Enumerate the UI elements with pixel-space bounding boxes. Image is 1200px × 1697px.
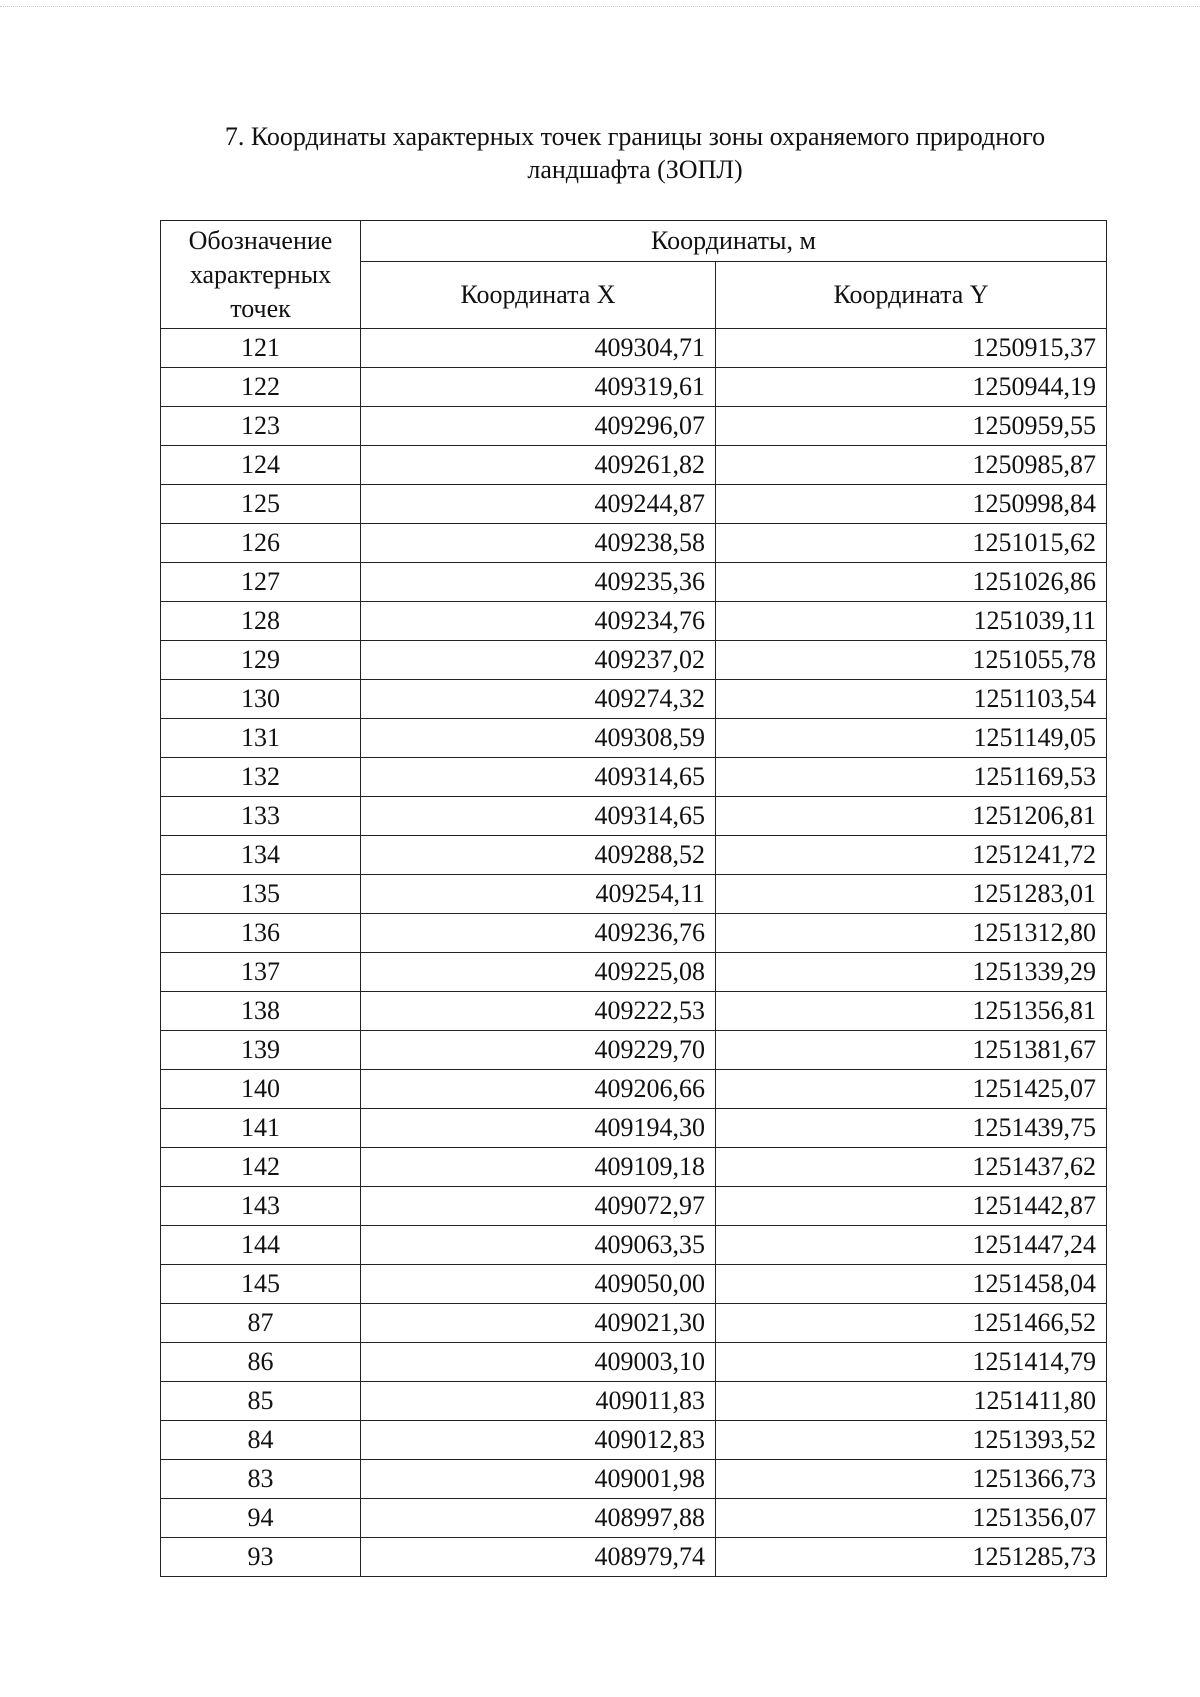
cell-coord-x: 409003,10 <box>361 1343 716 1382</box>
cell-coord-y: 1251356,07 <box>716 1499 1107 1538</box>
cell-coord-y: 1251439,75 <box>716 1109 1107 1148</box>
cell-coord-y: 1251381,67 <box>716 1031 1107 1070</box>
table-row <box>161 1070 1107 1109</box>
cell-point: 144 <box>161 1226 361 1265</box>
cell-coord-x: 409314,65 <box>361 797 716 836</box>
cell-coord-x: 409236,76 <box>361 914 716 953</box>
table-row <box>161 875 1107 914</box>
cell-point: 124 <box>161 446 361 485</box>
cell-coord-y: 1251241,72 <box>716 836 1107 875</box>
cell-coord-y: 1251149,05 <box>716 719 1107 758</box>
cell-coord-x: 409234,76 <box>361 602 716 641</box>
table-row <box>161 1499 1107 1538</box>
cell-coord-x: 409288,52 <box>361 836 716 875</box>
cell-coord-y: 1250985,87 <box>716 446 1107 485</box>
cell-point: 140 <box>161 1070 361 1109</box>
cell-point: 135 <box>161 875 361 914</box>
cell-coord-y: 1251466,52 <box>716 1304 1107 1343</box>
cell-point: 132 <box>161 758 361 797</box>
table-row <box>161 641 1107 680</box>
cell-coord-x: 409261,82 <box>361 446 716 485</box>
cell-coord-x: 409109,18 <box>361 1148 716 1187</box>
cell-coord-x: 409319,61 <box>361 368 716 407</box>
cell-coord-y: 1251206,81 <box>716 797 1107 836</box>
cell-coord-x: 409314,65 <box>361 758 716 797</box>
cell-coord-x: 408979,74 <box>361 1538 716 1577</box>
cell-point: 125 <box>161 485 361 524</box>
table-row <box>161 329 1107 368</box>
cell-point: 93 <box>161 1538 361 1577</box>
header-coordinates-group: Координаты, м <box>361 221 1107 262</box>
cell-coord-x: 409222,53 <box>361 992 716 1031</box>
cell-point: 121 <box>161 329 361 368</box>
cell-point: 134 <box>161 836 361 875</box>
cell-coord-x: 409229,70 <box>361 1031 716 1070</box>
cell-coord-x: 409225,08 <box>361 953 716 992</box>
cell-point: 128 <box>161 602 361 641</box>
table-row <box>161 1109 1107 1148</box>
table-body <box>161 329 1107 1577</box>
cell-point: 87 <box>161 1304 361 1343</box>
cell-point: 139 <box>161 1031 361 1070</box>
table-row <box>161 602 1107 641</box>
cell-point: 83 <box>161 1460 361 1499</box>
scan-edge <box>0 6 1200 7</box>
cell-coord-x: 409011,83 <box>361 1382 716 1421</box>
cell-coord-y: 1251055,78 <box>716 641 1107 680</box>
cell-coord-y: 1251339,29 <box>716 953 1107 992</box>
coordinates-table <box>160 220 1107 1577</box>
cell-point: 138 <box>161 992 361 1031</box>
cell-coord-y: 1250998,84 <box>716 485 1107 524</box>
cell-coord-x: 409244,87 <box>361 485 716 524</box>
cell-coord-y: 1250959,55 <box>716 407 1107 446</box>
cell-coord-x: 409050,00 <box>361 1265 716 1304</box>
cell-point: 136 <box>161 914 361 953</box>
table-row <box>161 446 1107 485</box>
header-point-designation: Обозначение характерных точек <box>161 221 361 329</box>
cell-coord-y: 1251393,52 <box>716 1421 1107 1460</box>
cell-coord-y: 1251437,62 <box>716 1148 1107 1187</box>
cell-point: 86 <box>161 1343 361 1382</box>
title-line-1: 7. Координаты характерных точек границы зоны охраняемого природного <box>224 122 1046 151</box>
cell-coord-x: 409296,07 <box>361 407 716 446</box>
cell-point: 94 <box>161 1499 361 1538</box>
cell-coord-x: 409194,30 <box>361 1109 716 1148</box>
cell-coord-y: 1251414,79 <box>716 1343 1107 1382</box>
cell-coord-x: 409304,71 <box>361 329 716 368</box>
table-row <box>161 563 1107 602</box>
cell-coord-x: 408997,88 <box>361 1499 716 1538</box>
cell-point: 127 <box>161 563 361 602</box>
cell-coord-y: 1251283,01 <box>716 875 1107 914</box>
cell-coord-x: 409012,83 <box>361 1421 716 1460</box>
cell-coord-y: 1251366,73 <box>716 1460 1107 1499</box>
table-row <box>161 1421 1107 1460</box>
cell-coord-y: 1251356,81 <box>716 992 1107 1031</box>
cell-coord-y: 1250944,19 <box>716 368 1107 407</box>
cell-coord-y: 1251411,80 <box>716 1382 1107 1421</box>
cell-point: 126 <box>161 524 361 563</box>
cell-point: 129 <box>161 641 361 680</box>
table-row <box>161 758 1107 797</box>
table-row <box>161 524 1107 563</box>
cell-coord-y: 1251026,86 <box>716 563 1107 602</box>
cell-coord-x: 409063,35 <box>361 1226 716 1265</box>
table-row <box>161 368 1107 407</box>
cell-coord-y: 1251015,62 <box>716 524 1107 563</box>
cell-coord-y: 1251458,04 <box>716 1265 1107 1304</box>
table-row <box>161 680 1107 719</box>
header-coord-y: Координата Y <box>716 262 1107 329</box>
table-row <box>161 1187 1107 1226</box>
cell-point: 131 <box>161 719 361 758</box>
cell-coord-y: 1251039,11 <box>716 602 1107 641</box>
cell-coord-y: 1251447,24 <box>716 1226 1107 1265</box>
table-row <box>161 1304 1107 1343</box>
cell-point: 84 <box>161 1421 361 1460</box>
cell-coord-x: 409254,11 <box>361 875 716 914</box>
table-row <box>161 407 1107 446</box>
cell-coord-y: 1251285,73 <box>716 1538 1107 1577</box>
cell-coord-x: 409274,32 <box>361 680 716 719</box>
cell-point: 143 <box>161 1187 361 1226</box>
table-row <box>161 485 1107 524</box>
table-row <box>161 1265 1107 1304</box>
table-row <box>161 1031 1107 1070</box>
table-row <box>161 914 1107 953</box>
cell-point: 141 <box>161 1109 361 1148</box>
table-row <box>161 719 1107 758</box>
header-coord-x: Координата X <box>361 262 716 329</box>
cell-coord-y: 1251169,53 <box>716 758 1107 797</box>
table-row <box>161 836 1107 875</box>
table-row <box>161 953 1107 992</box>
cell-coord-y: 1251425,07 <box>716 1070 1107 1109</box>
table-row <box>161 1460 1107 1499</box>
cell-point: 142 <box>161 1148 361 1187</box>
cell-coord-y: 1250915,37 <box>716 329 1107 368</box>
cell-point: 133 <box>161 797 361 836</box>
table-row <box>161 797 1107 836</box>
cell-point: 130 <box>161 680 361 719</box>
cell-coord-x: 409308,59 <box>361 719 716 758</box>
cell-coord-x: 409001,98 <box>361 1460 716 1499</box>
cell-coord-x: 409235,36 <box>361 563 716 602</box>
table-row <box>161 1538 1107 1577</box>
table-row <box>161 1148 1107 1187</box>
cell-coord-x: 409238,58 <box>361 524 716 563</box>
table-row <box>161 1382 1107 1421</box>
cell-coord-y: 1251103,54 <box>716 680 1107 719</box>
title-line-2: ландшафта (ЗОПЛ) <box>527 155 743 184</box>
table-header <box>161 221 1107 329</box>
cell-coord-x: 409072,97 <box>361 1187 716 1226</box>
table-row <box>161 992 1107 1031</box>
table-row <box>161 1226 1107 1265</box>
cell-point: 145 <box>161 1265 361 1304</box>
cell-coord-x: 409237,02 <box>361 641 716 680</box>
cell-point: 123 <box>161 407 361 446</box>
cell-coord-x: 409021,30 <box>361 1304 716 1343</box>
cell-coord-y: 1251312,80 <box>716 914 1107 953</box>
cell-coord-x: 409206,66 <box>361 1070 716 1109</box>
table-row <box>161 1343 1107 1382</box>
document-title <box>150 120 1120 186</box>
cell-point: 85 <box>161 1382 361 1421</box>
cell-coord-y: 1251442,87 <box>716 1187 1107 1226</box>
cell-point: 137 <box>161 953 361 992</box>
cell-point: 122 <box>161 368 361 407</box>
